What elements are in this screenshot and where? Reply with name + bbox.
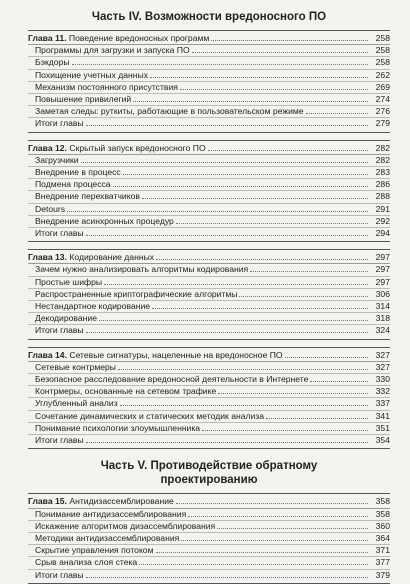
toc-entry xyxy=(28,385,390,397)
section-title: Итоги главы xyxy=(35,228,84,239)
dot-leader xyxy=(192,45,368,53)
page-number: 282 xyxy=(375,142,390,153)
section-title: Нестандартное кодирование xyxy=(35,301,151,312)
section-title: Распространенные криптографические алгоритмы xyxy=(35,288,238,299)
page-number: 269 xyxy=(375,81,390,92)
dot-leader xyxy=(86,570,368,578)
dot-leader xyxy=(104,277,368,285)
section-title: Сетевые контрмеры xyxy=(35,361,116,372)
dot-leader xyxy=(152,301,368,309)
toc-entry xyxy=(28,105,390,117)
chapter-name: Антидизассемблирование xyxy=(69,496,174,507)
dot-leader xyxy=(81,155,368,163)
page-number: 291 xyxy=(375,203,390,214)
section-title: Сочетание динамических и статических методик анализа xyxy=(35,410,265,421)
page-number: 330 xyxy=(375,374,390,385)
toc-entry xyxy=(28,361,390,373)
part-section xyxy=(28,30,390,449)
chapter-block xyxy=(28,140,390,243)
page-number: 294 xyxy=(375,228,390,239)
chapter-label: Глава 15. xyxy=(28,496,67,507)
section-title: Скрытие управления потоком xyxy=(35,545,154,556)
dot-leader xyxy=(139,557,368,565)
chapter-title xyxy=(28,33,209,44)
part-title: Часть IV. Возможности вредоносного ПО xyxy=(91,11,327,23)
chapter-title xyxy=(28,496,174,507)
chapter-title xyxy=(28,143,206,154)
chapter-block xyxy=(28,493,390,583)
toc-entry xyxy=(28,276,390,288)
dot-leader xyxy=(217,521,368,529)
chapter-heading xyxy=(28,252,390,263)
page-number: 297 xyxy=(375,264,390,275)
toc-entry xyxy=(28,422,390,434)
toc-entry xyxy=(28,154,390,166)
toc-entry xyxy=(28,532,390,544)
section-title: Понимание психологии злоумышленника xyxy=(35,422,201,433)
section-title: Бэкдоры xyxy=(35,57,70,68)
section-title: Внедрение в процесс xyxy=(35,167,121,178)
toc-entry xyxy=(28,434,390,446)
dot-leader xyxy=(72,57,368,65)
dot-leader xyxy=(120,398,368,406)
dot-leader xyxy=(150,70,368,78)
toc-entry xyxy=(28,397,390,409)
dot-leader xyxy=(86,435,368,443)
dot-leader xyxy=(250,264,368,272)
section-title: Механизм постоянного присутствия xyxy=(35,81,178,92)
dot-leader xyxy=(176,216,368,224)
section-title: Понимание антидизассемблирования xyxy=(35,508,187,519)
toc-entry xyxy=(28,93,390,105)
section-title: Загрузчики xyxy=(35,154,79,165)
chapter-label: Глава 12. xyxy=(28,142,67,153)
toc-entry xyxy=(28,288,390,300)
section-title: Итоги главы xyxy=(35,325,84,336)
page-number: 351 xyxy=(375,422,390,433)
part-title-line: Часть V. Противодействие обратному xyxy=(100,460,318,473)
section-title: Итоги главы xyxy=(35,435,84,446)
page-number: 258 xyxy=(375,33,390,43)
chapter-block xyxy=(28,347,390,450)
page-number: 258 xyxy=(375,45,390,56)
page-number: 306 xyxy=(375,288,390,299)
page-number: 324 xyxy=(375,325,390,336)
toc-entry xyxy=(28,263,390,275)
chapter-heading xyxy=(28,143,390,154)
dot-leader xyxy=(86,325,368,333)
toc-entry xyxy=(28,69,390,81)
toc-entry xyxy=(28,81,390,93)
dot-leader xyxy=(99,313,368,321)
page-number: 288 xyxy=(375,191,390,202)
chapter-heading xyxy=(28,33,390,44)
dot-leader xyxy=(181,533,368,541)
page-number: 297 xyxy=(375,276,390,287)
section-title: Зачем нужно анализировать алгоритмы кодирования xyxy=(35,264,249,275)
dot-leader xyxy=(113,179,368,187)
dot-leader xyxy=(133,94,368,102)
toc-entry xyxy=(28,166,390,178)
page-number: 274 xyxy=(375,94,390,105)
section-title: Итоги главы xyxy=(35,569,84,580)
toc-entry xyxy=(28,56,390,68)
page-number: 332 xyxy=(375,386,390,397)
dot-leader xyxy=(67,204,368,212)
section-title: Программы для загрузки и запуска ПО xyxy=(35,45,190,56)
toc-entry xyxy=(28,44,390,56)
toc-entry xyxy=(28,373,390,385)
section-title: Углубленный анализ xyxy=(35,398,118,409)
dot-leader xyxy=(266,411,368,419)
dot-leader xyxy=(285,350,368,358)
page-number: 262 xyxy=(375,69,390,80)
section-title: Итоги главы xyxy=(35,118,84,129)
section-title: Искажение алгоритмов дизассемблирования xyxy=(35,520,216,531)
section-title: Контрмеры, основанные на сетевом трафике xyxy=(35,386,217,397)
toc-entry xyxy=(28,117,390,129)
page-number: 258 xyxy=(375,57,390,68)
page-number: 276 xyxy=(375,106,390,117)
chapter-name: Поведение вредоносных программ xyxy=(68,33,210,43)
chapter-name: Сетевые сигнатуры, нацеленные на вредоносное ПО xyxy=(69,349,283,360)
dot-leader xyxy=(211,33,368,41)
section-title: Подмена процесса xyxy=(35,179,111,190)
toc-entry xyxy=(28,556,390,568)
dot-leader xyxy=(306,106,368,114)
dot-leader xyxy=(202,423,368,431)
section-title: Внедрение асинхронных процедур xyxy=(35,215,174,226)
chapter-name: Скрытый запуск вредоносного ПО xyxy=(69,142,206,153)
chapter-block xyxy=(28,30,390,133)
part-title xyxy=(28,459,390,487)
page-number: 358 xyxy=(375,508,390,519)
page-number: 337 xyxy=(375,398,390,409)
dot-leader xyxy=(123,167,368,175)
section-title: Методики антидизассемблирования xyxy=(35,532,180,543)
page-number: 341 xyxy=(375,410,390,421)
section-title: Декодирование xyxy=(35,313,97,324)
section-title: Безопасное расследование вредоносной деятельности в Интернете xyxy=(35,374,309,385)
part-title-line: проектированию xyxy=(160,474,258,487)
section-title: Повышение привилегий xyxy=(35,94,132,105)
toc-entry xyxy=(28,324,390,336)
page-number: 379 xyxy=(375,569,390,580)
page-number: 292 xyxy=(375,215,390,226)
toc-entry xyxy=(28,312,390,324)
dot-leader xyxy=(239,289,368,297)
page-number: 327 xyxy=(375,349,390,360)
dot-leader xyxy=(176,496,368,504)
page-number: 327 xyxy=(375,361,390,372)
chapter-title xyxy=(28,350,283,361)
section-title: Похищение учетных данных xyxy=(35,69,148,80)
toc-entry xyxy=(28,300,390,312)
chapter-block xyxy=(28,249,390,339)
dot-leader xyxy=(86,118,368,126)
toc-entry xyxy=(28,569,390,581)
toc-entry xyxy=(28,410,390,422)
dot-leader xyxy=(118,362,368,370)
toc-entry xyxy=(28,508,390,520)
page-number: 318 xyxy=(375,313,390,324)
section-title: Срыв анализа слоя стека xyxy=(35,557,138,568)
toc-entry xyxy=(28,520,390,532)
chapter-heading xyxy=(28,496,390,507)
chapter-label: Глава 11. xyxy=(28,33,67,43)
page-number: 282 xyxy=(375,154,390,165)
page-number: 371 xyxy=(375,545,390,556)
page-number: 283 xyxy=(375,167,390,178)
dot-leader xyxy=(156,252,368,260)
toc-entry xyxy=(28,544,390,556)
dot-leader xyxy=(180,82,368,90)
page-number: 364 xyxy=(375,532,390,543)
chapter-heading xyxy=(28,350,390,361)
page-number: 286 xyxy=(375,179,390,190)
part-section xyxy=(28,493,390,583)
toc-entry xyxy=(28,190,390,202)
dot-leader xyxy=(310,374,368,382)
section-title: Внедрение перехватчиков xyxy=(35,191,140,202)
page-number: 297 xyxy=(375,252,390,263)
dot-leader xyxy=(218,386,368,394)
dot-leader xyxy=(86,228,368,236)
page-number: 279 xyxy=(375,118,390,129)
dot-leader xyxy=(156,545,369,553)
page-number: 360 xyxy=(375,520,390,531)
chapter-name: Кодирование данных xyxy=(69,252,155,263)
toc-entry xyxy=(28,178,390,190)
toc-entry xyxy=(28,215,390,227)
dot-leader xyxy=(142,191,368,199)
section-title: Простые шифры xyxy=(35,276,103,287)
page-number: 377 xyxy=(375,557,390,568)
page-number: 358 xyxy=(375,496,390,507)
section-title: Заметая следы: руткиты, работающие в пользовательском режиме xyxy=(35,106,304,117)
page-number: 314 xyxy=(375,301,390,312)
chapter-label: Глава 13. xyxy=(28,252,67,263)
dot-leader xyxy=(208,143,368,151)
toc-entry xyxy=(28,227,390,239)
dot-leader xyxy=(188,509,368,517)
section-title: Detours xyxy=(35,203,66,214)
chapter-title xyxy=(28,252,154,263)
chapter-label: Глава 14. xyxy=(28,349,67,360)
toc-entry xyxy=(28,203,390,215)
page-number: 354 xyxy=(375,435,390,446)
